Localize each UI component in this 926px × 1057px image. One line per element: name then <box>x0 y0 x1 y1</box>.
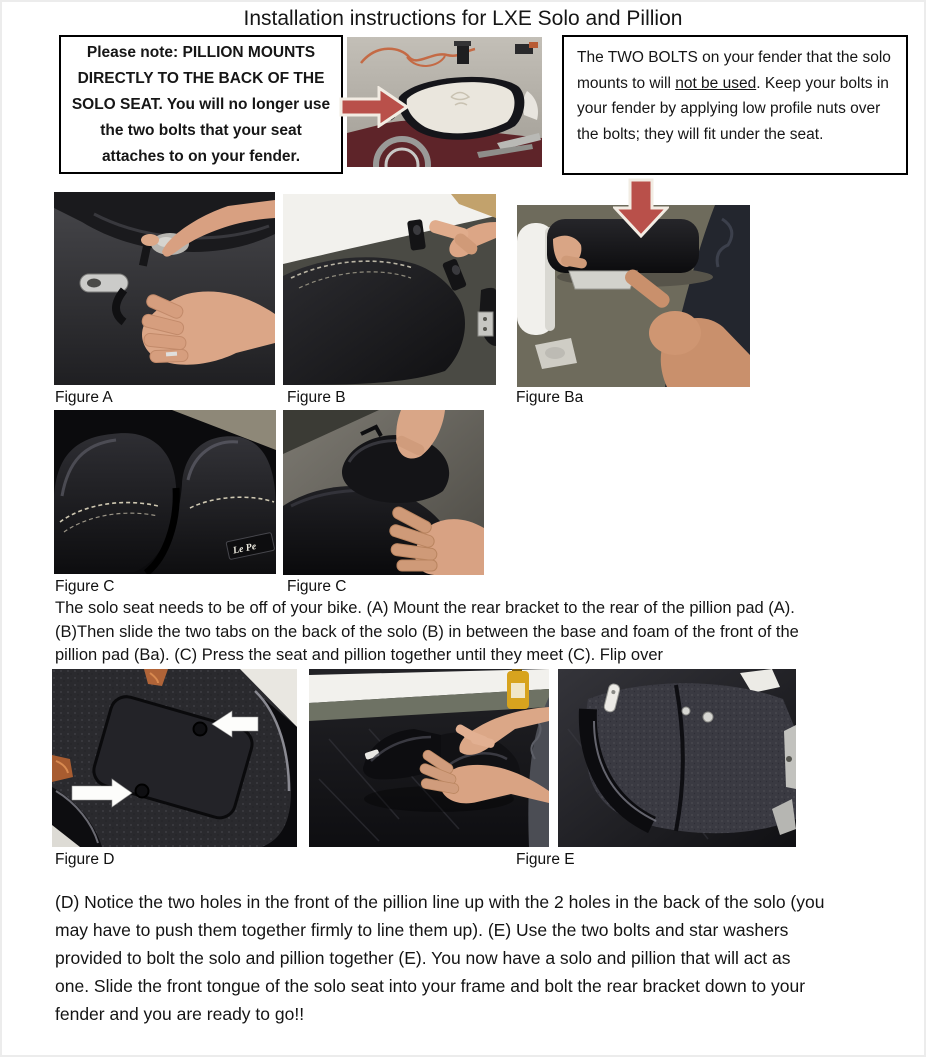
assembly-paragraph: The solo seat needs to be off of your bike. (A) Mount the rear bracket to the rear of the pillion pad (A). (B)Then slide the two tabs on the back of the solo (B) in between the base and foam of the front of the pillion pad (Ba). (C) Press the seat and pillion together until they meet (C). Flip over <box>55 599 799 664</box>
figure-a-photo <box>54 192 275 385</box>
figure-e1-art <box>309 669 549 847</box>
seat-brand-tag-text: Le Pe <box>231 540 258 557</box>
figure-c2-art <box>283 410 484 575</box>
figure-e2-photo <box>558 669 796 847</box>
arrow-down-icon <box>613 178 669 238</box>
figure-a-art <box>54 192 275 385</box>
figure-c1-photo <box>54 410 276 574</box>
figure-b-label: Figure B <box>287 389 346 406</box>
figure-d-art <box>52 669 297 847</box>
figure-d-label: Figure D <box>55 851 115 868</box>
note-right-text: The TWO BOLTS on your fender that the solo mounts to will <box>577 49 891 92</box>
note-right-underlined-text: not be used <box>675 74 757 92</box>
figure-c1-art <box>54 410 276 574</box>
figure-e-label: Figure E <box>516 851 575 868</box>
page-title: Installation instructions for LXE Solo and Pillion <box>243 7 683 30</box>
final-paragraph: (D) Notice the two holes in the front of the pillion line up with the 2 holes in the back of the solo (you may have to push them together firmly to line them up). (E) Use the two bolts and star washers provided to bolt the solo and pillion together (E). You now have a solo and pillion that will act as one. Slide the front tongue of the solo seat into your frame and bolt the rear bracket down to your fender and you are ready to go!! <box>55 892 825 1024</box>
note-right-text-cont: . Keep your bolts in your fender by applying low profile nuts over the bolts; they will fit under the seat. <box>577 74 889 143</box>
note-right-box <box>562 35 908 175</box>
figure-d-photo <box>52 669 297 847</box>
figure-c1-label: Figure C <box>55 578 115 595</box>
figure-b-art <box>283 194 496 385</box>
figure-c2-label: Figure C <box>287 578 347 595</box>
figure-ba-label: Figure Ba <box>516 389 584 406</box>
figure-e1-photo <box>309 669 549 847</box>
note-left-text: Please note: PILLION MOUNTS DIRECTLY TO THE BACK OF THE SOLO SEAT. You will no longer use the two bolts that your seat attaches to on your fender. <box>71 43 331 165</box>
figure-c2-photo <box>283 410 484 575</box>
figure-b-photo <box>283 194 496 385</box>
figure-a-label: Figure A <box>55 389 113 406</box>
figure-e2-art <box>558 669 796 847</box>
note-left-box <box>59 35 343 174</box>
arrow-right-icon <box>339 86 409 128</box>
